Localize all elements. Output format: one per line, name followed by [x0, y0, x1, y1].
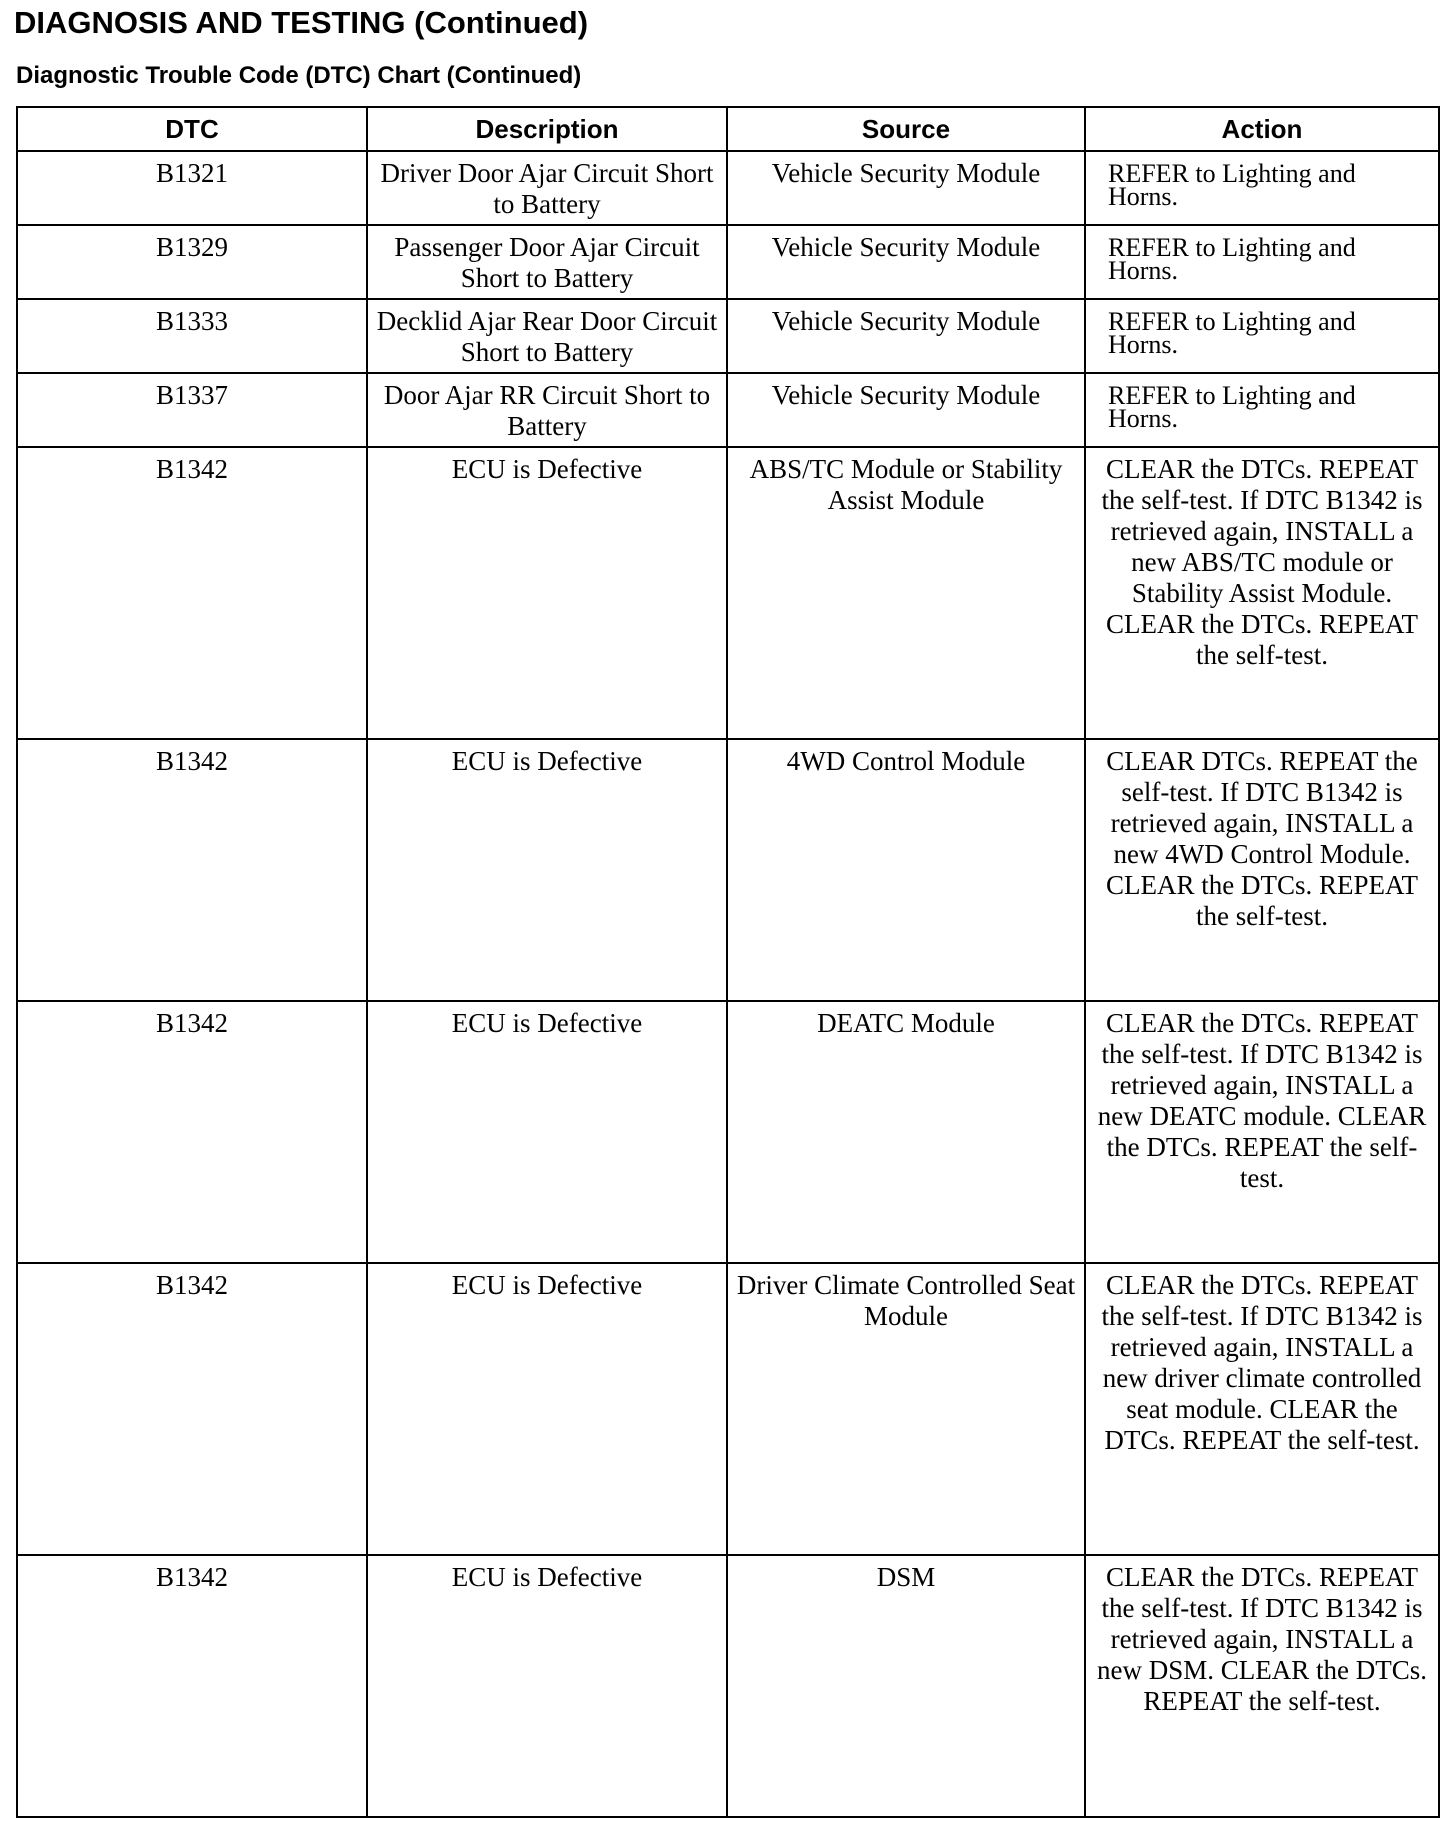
- table-row: [17, 299, 1439, 373]
- description-cell: ECU is Defective: [367, 1263, 727, 1555]
- action-cell: REFER to Lighting and Horns.: [1085, 373, 1439, 447]
- description-cell: Decklid Ajar Rear Door Circuit Short to Battery: [367, 299, 727, 373]
- column-header-dtc: DTC: [17, 107, 367, 151]
- description-cell: Passenger Door Ajar Circuit Short to Battery: [367, 225, 727, 299]
- description-cell: Driver Door Ajar Circuit Short to Battery: [367, 151, 727, 225]
- dtc-cell: B1342: [17, 1001, 367, 1263]
- source-cell: Driver Climate Controlled Seat Module: [727, 1263, 1085, 1555]
- description-cell: ECU is Defective: [367, 1001, 727, 1263]
- column-header-action: Action: [1085, 107, 1439, 151]
- table-row: [17, 1001, 1439, 1263]
- dtc-cell: B1337: [17, 373, 367, 447]
- table-row: [17, 1263, 1439, 1555]
- source-cell: Vehicle Security Module: [727, 299, 1085, 373]
- page-title: DIAGNOSIS AND TESTING (Continued): [14, 5, 589, 40]
- action-cell: REFER to Lighting and Horns.: [1085, 299, 1439, 373]
- table-row: [17, 225, 1439, 299]
- description-cell: ECU is Defective: [367, 1555, 727, 1817]
- table-row: [17, 373, 1439, 447]
- column-header-description: Description: [367, 107, 727, 151]
- description-cell: ECU is Defective: [367, 447, 727, 739]
- dtc-cell: B1329: [17, 225, 367, 299]
- source-cell: DSM: [727, 1555, 1085, 1817]
- source-cell: 4WD Control Module: [727, 739, 1085, 1001]
- action-cell: CLEAR DTCs. REPEAT the self-test. If DTC B1342 is retrieved again, INSTALL a new 4WD Control Module. CLEAR the DTCs. REPEAT the self-test.: [1085, 739, 1439, 1001]
- dtc-cell: B1342: [17, 1263, 367, 1555]
- source-cell: DEATC Module: [727, 1001, 1085, 1263]
- table-header-row: [17, 107, 1439, 151]
- description-cell: Door Ajar RR Circuit Short to Battery: [367, 373, 727, 447]
- source-cell: ABS/TC Module or Stability Assist Module: [727, 447, 1085, 739]
- action-cell: REFER to Lighting and Horns.: [1085, 151, 1439, 225]
- table-row: [17, 739, 1439, 1001]
- action-cell: CLEAR the DTCs. REPEAT the self-test. If DTC B1342 is retrieved again, INSTALL a new DEATC module. CLEAR the DTCs. REPEAT the self-test.: [1085, 1001, 1439, 1263]
- dtc-cell: B1342: [17, 739, 367, 1001]
- source-cell: Vehicle Security Module: [727, 225, 1085, 299]
- description-cell: ECU is Defective: [367, 739, 727, 1001]
- table-row: [17, 1555, 1439, 1817]
- source-cell: Vehicle Security Module: [727, 373, 1085, 447]
- dtc-cell: B1342: [17, 447, 367, 739]
- dtc-cell: B1333: [17, 299, 367, 373]
- dtc-table: [16, 106, 1440, 1818]
- dtc-cell: B1321: [17, 151, 367, 225]
- table-row: [17, 151, 1439, 225]
- chart-title: Diagnostic Trouble Code (DTC) Chart (Continued): [16, 62, 582, 89]
- table-row: [17, 447, 1439, 739]
- dtc-cell: B1342: [17, 1555, 367, 1817]
- source-cell: Vehicle Security Module: [727, 151, 1085, 225]
- action-cell: CLEAR the DTCs. REPEAT the self-test. If DTC B1342 is retrieved again, INSTALL a new driver climate controlled seat module. CLEAR the DTCs. REPEAT the self-test.: [1085, 1263, 1439, 1555]
- column-header-source: Source: [727, 107, 1085, 151]
- action-cell: CLEAR the DTCs. REPEAT the self-test. If DTC B1342 is retrieved again, INSTALL a new DSM. CLEAR the DTCs. REPEAT the self-test.: [1085, 1555, 1439, 1817]
- action-cell: REFER to Lighting and Horns.: [1085, 225, 1439, 299]
- action-cell: CLEAR the DTCs. REPEAT the self-test. If DTC B1342 is retrieved again, INSTALL a new ABS/TC module or Stability Assist Module. CLEAR the DTCs. REPEAT the self-test.: [1085, 447, 1439, 739]
